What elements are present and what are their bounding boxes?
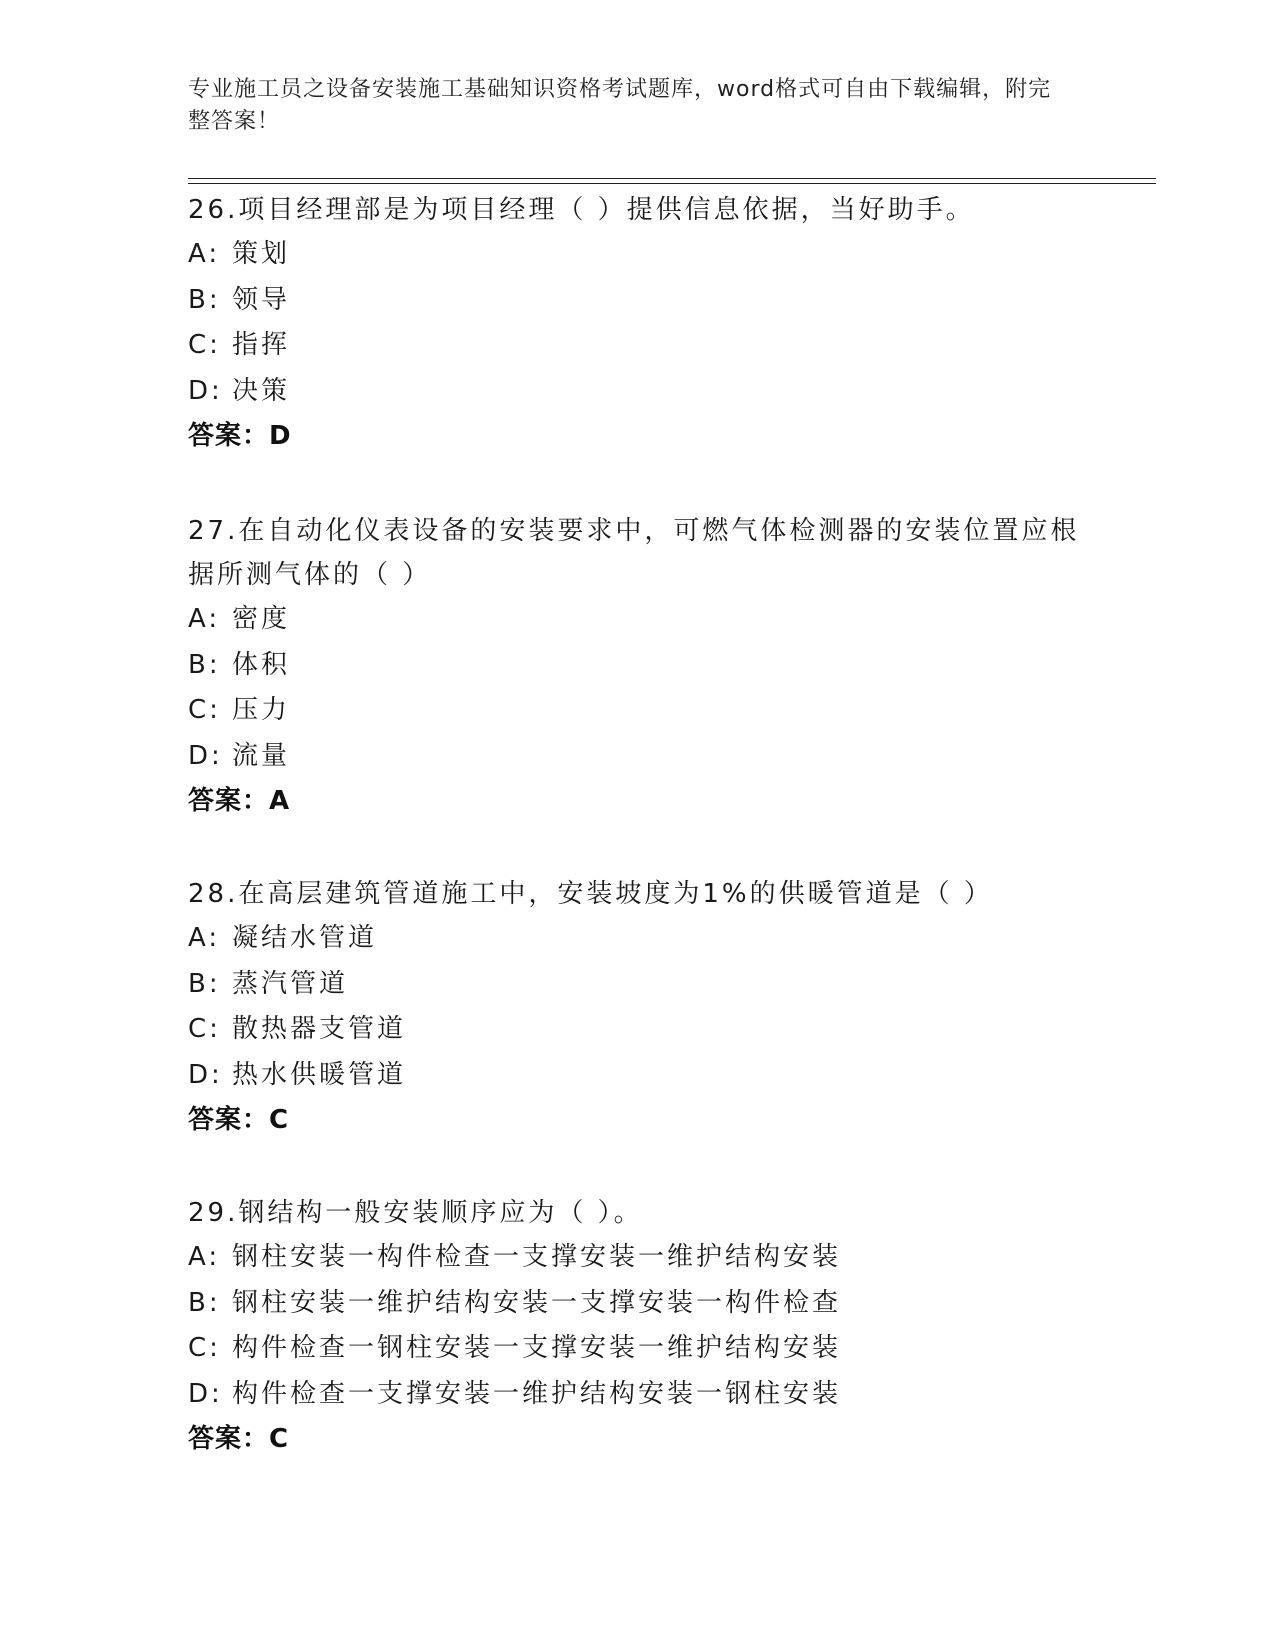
option-letter: A: xyxy=(188,923,221,953)
option-a xyxy=(188,597,1088,643)
option-b xyxy=(188,278,1088,324)
option-letter: C: xyxy=(188,695,221,725)
option-b xyxy=(188,962,1088,1008)
option-d xyxy=(188,1053,1088,1099)
question-stem: 28.在高层建筑管道施工中，安装坡度为1%的供暖管道是（ ） xyxy=(188,879,993,909)
answer-value: A xyxy=(269,786,291,816)
header-divider-top xyxy=(188,178,1156,179)
option-text: 流量 xyxy=(232,740,291,771)
option-c xyxy=(188,1007,1088,1053)
option-text: 散热器支管道 xyxy=(232,1014,407,1044)
option-letter: D: xyxy=(188,375,223,406)
answer-value: C xyxy=(269,1424,290,1454)
option-text: 凝结水管道 xyxy=(232,923,378,953)
option-text: 钢柱安装一维护结构安装一支撑安装一构件检查 xyxy=(232,1287,842,1318)
option-d xyxy=(188,1372,1088,1418)
question-stem: 27.在自动化仪表设备的安装要求中，可燃气体检测器的安装位置应根据所测气体的（ ） xyxy=(188,516,1080,590)
option-letter: D: xyxy=(188,1378,223,1409)
answer-label: 答案： xyxy=(188,786,270,816)
option-text: 领导 xyxy=(232,284,291,315)
option-letter: C: xyxy=(188,1014,221,1044)
answer-value: C xyxy=(269,1105,290,1135)
question-stem: 29.钢结构一般安装顺序应为（ ）。 xyxy=(188,1198,643,1228)
answer-value: D xyxy=(269,421,292,451)
option-text: 决策 xyxy=(232,375,291,406)
option-letter: A: xyxy=(188,604,221,634)
option-a xyxy=(188,916,1088,962)
question-28 xyxy=(188,872,1088,1143)
document-header xyxy=(188,74,1068,138)
option-a xyxy=(188,1235,1088,1281)
option-text: 密度 xyxy=(232,604,291,634)
option-b xyxy=(188,1281,1088,1327)
question-26 xyxy=(188,188,1088,459)
option-letter: B: xyxy=(188,649,221,680)
option-text: 构件检查一支撑安装一维护结构安装一钢柱安装 xyxy=(232,1378,842,1409)
option-d xyxy=(188,734,1088,780)
option-letter: B: xyxy=(188,1287,221,1318)
option-text: 热水供暖管道 xyxy=(232,1059,407,1090)
option-text: 指挥 xyxy=(232,330,291,360)
header-divider-bottom xyxy=(188,183,1156,184)
question-stem: 26.项目经理部是为项目经理（ ）提供信息依据，当好助手。 xyxy=(188,195,975,225)
option-d xyxy=(188,369,1088,415)
option-letter: A: xyxy=(188,239,221,269)
option-letter: C: xyxy=(188,1333,221,1363)
option-c xyxy=(188,323,1088,369)
option-letter: B: xyxy=(188,968,221,999)
option-c xyxy=(188,688,1088,734)
option-text: 构件检查一钢柱安装一支撑安装一维护结构安装 xyxy=(232,1333,842,1363)
answer-line xyxy=(188,414,1088,459)
option-text: 压力 xyxy=(232,695,291,725)
option-letter: A: xyxy=(188,1242,221,1272)
answer-label: 答案： xyxy=(188,1424,270,1454)
answer-line xyxy=(188,1098,1088,1143)
header-text: 专业施工员之设备安装施工基础知识资格考试题库，word格式可自由下载编辑，附完整答案！ xyxy=(188,77,1052,134)
option-letter: C: xyxy=(188,330,221,360)
option-text: 钢柱安装一构件检查一支撑安装一维护结构安装 xyxy=(232,1242,842,1272)
answer-line xyxy=(188,1417,1088,1462)
question-27 xyxy=(188,509,1088,824)
answer-label: 答案： xyxy=(188,1105,270,1135)
option-text: 体积 xyxy=(232,649,291,680)
option-c xyxy=(188,1326,1088,1372)
question-29 xyxy=(188,1191,1088,1462)
option-letter: B: xyxy=(188,284,221,315)
option-a xyxy=(188,232,1088,278)
option-letter: D: xyxy=(188,740,223,771)
option-letter: D: xyxy=(188,1059,223,1090)
answer-label: 答案： xyxy=(188,421,270,451)
answer-line xyxy=(188,779,1088,824)
option-text: 蒸汽管道 xyxy=(232,968,349,999)
option-text: 策划 xyxy=(232,239,291,269)
option-b xyxy=(188,643,1088,689)
